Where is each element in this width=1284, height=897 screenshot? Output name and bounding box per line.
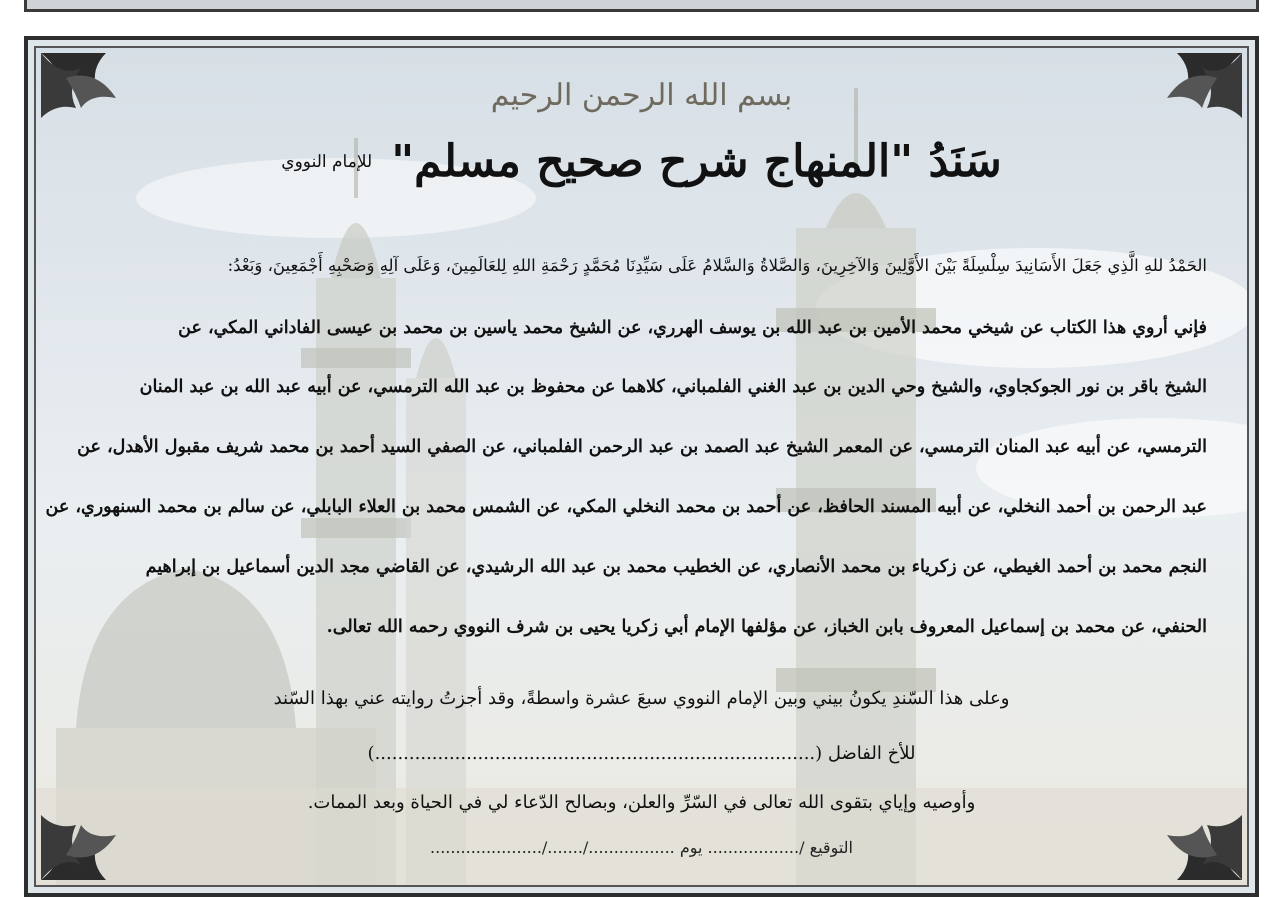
chain-line: فإني أروي هذا الكتاب عن شيخي محمد الأمين بن عبد الله بن يوسف الهرري، عن الشيخ محمد ياسين بن محمد بن عيسى الفاداني المكي، عن: [178, 318, 1207, 338]
certificate-frame: [34, 46, 1249, 887]
chain-line: النجم محمد بن أحمد الغيطي، عن زكرياء بن محمد الأنصاري، عن الخطيب محمد بن عبد الله الرشيدي، عن القاضي مجد الدين أسماعيل بن إبراهيم: [145, 557, 1207, 577]
chain-line: الحنفي، عن محمد بن إسماعيل المعروف بابن الخباز، عن مؤلفها الإمام أبي زكريا يحيى بن شرف النووي رحمه الله تعالى.: [326, 617, 1207, 637]
chain-line: عبد الرحمن بن أحمد النخلي، عن أبيه المسند الحافظ، عن أحمد بن محمد النخلي المكي، عن الشمس محمد بن العلاء البابلي، عن سالم بن محمد السنهوري، عن: [45, 497, 1207, 517]
chain-line: الترمسي، عن أبيه عبد المنان الترمسي، عن المعمر الشيخ عبد الصمد بن عبد الرحمن الفلمباني، عن الصفي السيد أحمد بن محمد شريف مقبول الأهدل، عن: [77, 437, 1207, 457]
corner-ornament-icon: [36, 765, 156, 885]
certificate-title: سَنَدُ "المنهاج شرح صحيح مسلم": [391, 136, 1002, 187]
recipient-line: للأخ الفاضل (.............................................................................): [367, 743, 916, 764]
basmala: بسم الله الرحمن الرحيم: [490, 78, 793, 113]
advice-line: وأوصيه وإياي بتقوى الله تعالى في السّرِّ والعلن، وبصالح الدّعاء لي في الحياة وبعد الممات.: [307, 792, 976, 813]
intro-text: الحَمْدُ للهِ الَّذِي جَعَلَ الأَسَانِيدَ سِلْسِلَةً بَيْنَ الأَوَّلِينَ وَالآخِرِينَ، وَالصَّلاةُ وَالسَّلامُ عَلَى سَيِّدِنَا مُحَمَّدٍ رَحْمَةِ اللهِ لِلعَالَمِينَ، وَعَلَى آلِهِ وَصَحْبِهِ أَجْمَعِينَ، وَبَعْدُ:: [227, 256, 1207, 275]
corner-ornament-icon: [1127, 765, 1247, 885]
closing-line: وعلى هذا السّندِ يكونُ بيني وبين الإمام النووي سبعَ عشرة واسطةً، وقد أجزتُ روايته عني بهذا السّند: [273, 688, 1010, 709]
title-row: [36, 136, 1247, 206]
signature-line: التوقيع /.................. يوم ................./......./......................: [430, 838, 853, 857]
chain-line: الشيخ باقر بن نور الجوكجاوي، والشيخ وحي الدين بن عبد الغني الفلمباني، كلاهما عن محفوظ بن عبد الله الترمسي، عن أبيه عبد الله بن عبد المنان: [139, 377, 1207, 397]
previous-page-edge: [24, 0, 1259, 12]
title-note: للإمام النووي: [281, 151, 373, 172]
certificate: [24, 36, 1259, 897]
